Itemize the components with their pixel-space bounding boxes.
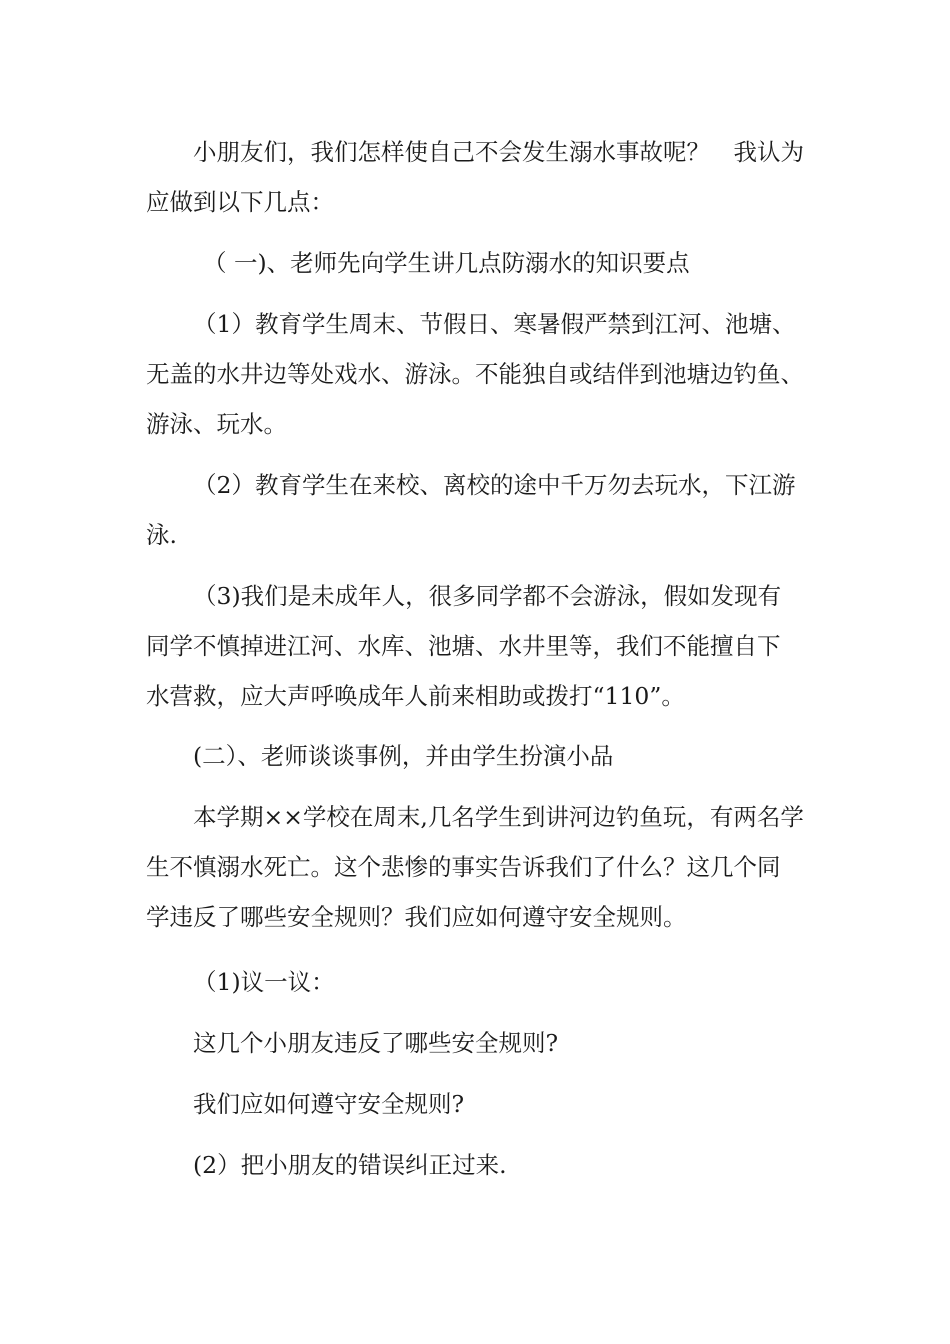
text-line: 泳.	[146, 521, 177, 549]
text-line: 无盖的水井边等处戏水、游泳。不能独自或结伴到池塘边钓鱼、	[146, 360, 804, 388]
text-line: 本学期××学校在周末,几名学生到讲河边钓鱼玩，有两名学	[193, 803, 804, 831]
text-line: （ 一)、老师先向学生讲几点防溺水的知识要点	[203, 249, 690, 277]
text-line: （1）教育学生周末、节假日、寒暑假严禁到江河、池塘、	[193, 310, 796, 338]
text-line: 应做到以下几点：	[146, 188, 334, 216]
text-line: （1)议一议：	[193, 968, 335, 996]
text-line: (二）、老师谈谈事例，并由学生扮演小品	[193, 742, 614, 770]
text-line: 这几个小朋友违反了哪些安全规则?	[193, 1029, 559, 1057]
text-line: 我们应如何遵守安全规则?	[193, 1090, 465, 1118]
text-line: 小朋友们，我们怎样使自己不会发生溺水事故呢？ 我认为	[193, 138, 804, 166]
text-line: （2）教育学生在来校、离校的途中千万勿去玩水，下江游	[193, 471, 796, 499]
text-line: 学违反了哪些安全规则？我们应如何遵守安全规则。	[146, 903, 687, 931]
text-line: 水营救，应大声呼唤成年人前来相助或拨打“110”。	[146, 682, 685, 710]
text-line: (2）把小朋友的错误纠正过来.	[193, 1151, 507, 1179]
text-line: 同学不慎掉进江河、水库、池塘、水井里等，我们不能擅自下	[146, 632, 781, 660]
text-line: 生不慎溺水死亡。这个悲惨的事实告诉我们了什么？这几个同	[146, 853, 781, 881]
text-line: 游泳、玩水。	[146, 410, 287, 438]
text-line: （3)我们是未成年人，很多同学都不会游泳，假如发现有	[193, 582, 782, 610]
